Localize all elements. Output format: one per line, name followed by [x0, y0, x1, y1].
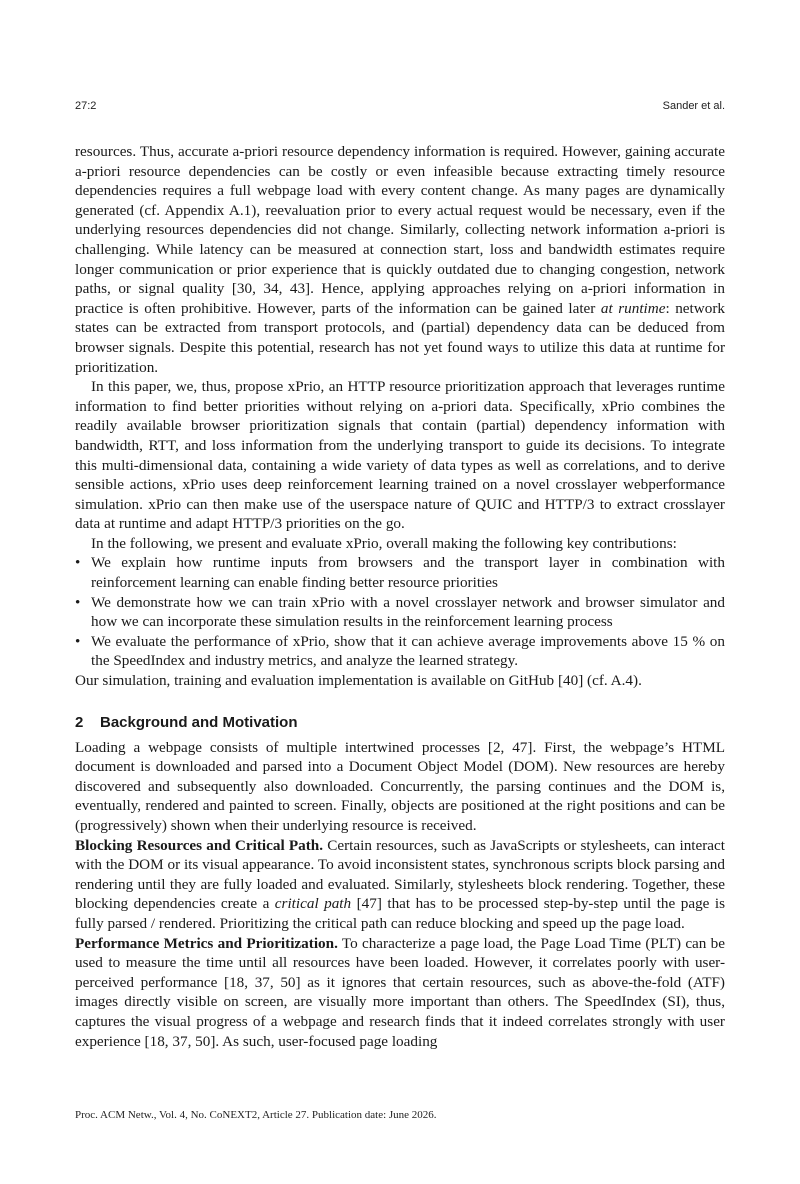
running-head	[75, 100, 725, 112]
intro-paragraph-2: In this paper, we, thus, propose xPrio, an HTTP resource prioritization approach that leverages runtime information to find better priorities without relying on a-priori data. Specifically, xPrio combines the readily available browser prioritization signals that contain (partial) dependency information with bandwidth, RTT, and loss information from the underlying transport to guide its decisions. To integrate this multi-dimensional data, containing a wide variety of data types as well as correlations, and to derive sensible actions, xPrio uses deep reinforcement learning trained on a novel crosslayer webperformance simulation. xPrio can then make use of the userspace nature of QUIC and HTTP/3 to extract crosslayer data at runtime and adapt HTTP/3 priorities on the go.	[75, 378, 725, 533]
contribution-item	[75, 593, 725, 632]
section-heading	[75, 713, 725, 732]
section2-paragraph-1: Loading a webpage consists of multiple intertwined processes [2, 47]. First, the webpage’s HTML document is downloaded and parsed into a Document Object Model (DOM). New resources are hereby discovered and subsequently also downloaded. Concurrently, the parsing continues and the DOM is, eventually, rendered and painted to screen. Finally, objects are positioned at the right positions and can be (progressively) shown when their underlying resource is received.	[75, 738, 725, 834]
bullet-icon: •	[75, 554, 81, 572]
footer-citation: Proc. ACM Netw., Vol. 4, No. CoNEXT2, Article 27. Publication date: June 2026.	[75, 1109, 437, 1121]
contributions-list	[75, 553, 725, 671]
performance-run-in-heading: Performance Metrics and Prioritization.	[75, 934, 338, 952]
blocking-paragraph	[75, 836, 725, 934]
blocking-text: Certain resources, such as JavaScripts or stylesheets, can interact with the DOM or its visual appearance. To avoid inconsistent states, synchronous scripts block parsing and rendering until they are fully loaded and evaluated. Similarly, stylesheets block rendering. Together, these blocking dependencies create a	[75, 836, 726, 913]
runtime-emphasis: at runtime	[600, 299, 666, 317]
page-number: 27:2	[75, 100, 97, 112]
contribution-text: We demonstrate how we can train xPrio with a novel crosslayer network and browser simulator and how we can incorporate these simulation results in the reinforcement learning process	[91, 593, 725, 631]
bullet-icon: •	[75, 632, 81, 650]
section-number: 2	[75, 713, 84, 731]
blocking-tail: [47] that has to be processed step-by-step until the page is fully parsed / rendered. Prioritizing the critical path can reduce blocking and speed up the page load.	[75, 895, 725, 932]
critical-path-emphasis: critical path	[274, 895, 352, 913]
intro-p1-tail: : network states can be extracted from transport protocols, and (partial) dependency data can be deduced from browser signals. Despite this potential, research has not yet found ways to utilize this data at runtime for prioritization.	[75, 299, 725, 376]
intro-paragraph-1	[75, 142, 725, 377]
intro-paragraph-4: Our simulation, training and evaluation implementation is available on GitHub [40] (cf. A.4).	[75, 672, 642, 690]
intro-paragraph-3: In the following, we present and evaluate xPrio, overall making the following key contributions:	[91, 534, 677, 552]
intro-p1-text: resources. Thus, accurate a-priori resource dependency information is required. However, gaining accurate a-priori resource dependencies can be costly or even infeasible because extracting timely resource dependencies requires a full webpage load with every content change. As many pages are dynamically generated (cf. Appendix A.1), reevaluation prior to every actual request would be necessary, even if the underlying resources dependencies did not change. Similarly, collecting network information a-priori is challenging. While latency can be measured at connection start, loss and bandwidth estimates require longer communication or prior experience that is quickly outdated due to changing congestion, network paths, or signal quality [30, 34, 43]. Hence, applying approaches relying on a-priori information in practice is often prohibitive. However, parts of the information can be gained later	[75, 143, 725, 317]
bullet-icon: •	[75, 593, 81, 611]
contribution-text: We explain how runtime inputs from browsers and the transport layer in combination with reinforcement learning can enable finding better resource priorities	[91, 554, 725, 592]
contribution-item	[75, 553, 725, 592]
contribution-item	[75, 632, 725, 671]
performance-text: To characterize a page load, the Page Load Time (PLT) can be used to measure the time until all resources have been loaded. However, it correlates poorly with user-perceived performance [18, 37, 50] as it ignores that certain resources, such as above-the-fold (ATF) images directly visible on screen, are visually more important than others. The SpeedIndex (SI), thus, captures the visual progress of a webpage and research finds that it indeed correlates strongly with user experience [18, 37, 50]. As such, user-focused page loading	[75, 934, 725, 1050]
performance-paragraph	[75, 934, 725, 1052]
running-authors: Sander et al.	[662, 100, 725, 112]
contribution-text: We evaluate the performance of xPrio, show that it can achieve average improvements above 15 % on the SpeedIndex and industry metrics, and analyze the learned strategy.	[91, 632, 725, 670]
body-text	[75, 142, 725, 1051]
blocking-run-in-heading: Blocking Resources and Critical Path.	[75, 836, 324, 854]
section-title: Background and Motivation	[100, 713, 298, 731]
